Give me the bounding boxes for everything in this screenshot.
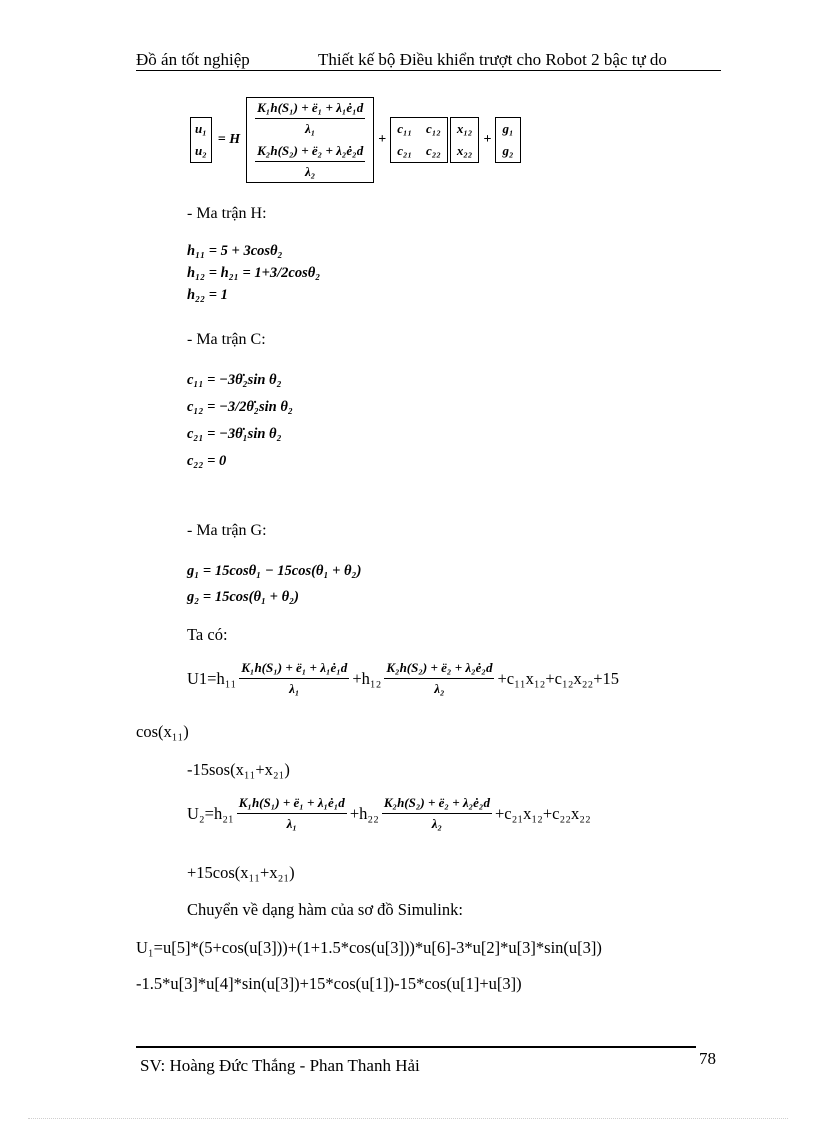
u2-mid: +h₂₂ [349,803,379,823]
page-edge-divider [28,1118,788,1119]
u1-fraction-1 [239,660,349,697]
simulink-line-1: U₁=u[5]*(5+cos(u[3]))+(1+1.5*cos(u[3]))*u[6]-3*u[2]*u[3]*sin(u[3]) [136,938,602,957]
u1-cell: u₁ [195,121,207,136]
u1-continuation-2: -15sos(x₁₁+x₂₁) [187,760,290,779]
equals-h: = H [217,132,241,147]
u1-prefix: U1=h₁₁ [187,668,237,688]
u1-fraction-2-denominator: λ₂ [434,681,445,696]
footer-authors: SV: Hoàng Đức Thắng - Phan Thanh Hải [140,1056,420,1075]
u-vector [190,117,212,163]
fraction-2 [255,143,365,180]
g1-equation: g₁ = 15cosθ₁ − 15cos(θ₁ + θ₂) [187,563,362,579]
c22-cell: c₂₂ [426,143,441,158]
fraction-1-numerator: K₁h(S₁) + ë₁ + λ₁ė₁d [255,100,365,119]
page-number: 78 [699,1049,716,1068]
header-right: Thiết kế bộ Điều khiển trượt cho Robot 2 bậc tự do [318,50,667,69]
c21-cell: c₂₁ [397,143,413,158]
g2-cell: g₂ [502,143,514,158]
g2-equation: g₂ = 15cos(θ₁ + θ₂) [187,589,299,605]
u1-equation [187,660,619,697]
simulink-line-2: -1.5*u[3]*u[4]*sin(u[3])+15*cos(u[1])-15*cos(u[1]+u[3]) [136,974,522,993]
matrix-h-label: - Ma trận H: [187,205,267,222]
header-left: Đồ án tốt nghiệp [136,50,250,69]
u2-equation [187,795,591,832]
u2-fraction-2 [382,795,492,832]
matrix-g-equations [187,558,361,610]
u2-cell: u₂ [195,143,207,158]
g1-cell: g₁ [502,121,514,136]
u1-fraction-2 [384,660,494,697]
u2-prefix: U₂=h₂₁ [187,803,234,823]
c21-equation: c₂₁ = −3θ̇₁sin θ₂ [187,426,282,442]
h11-equation: h₁₁ = 5 + 3cosθ₂ [187,243,283,259]
h12-equation: h₁₂ = h₂₁ = 1+3/2cosθ₂ [187,265,321,281]
matrix-c-equations [187,367,293,475]
ta-co-text: Ta có: [187,625,228,644]
u2-suffix: +c₂₁x₁₂+c₂₂x₂₂ [494,803,591,823]
u2-continuation: +15cos(x₁₁+x₂₁) [187,863,295,882]
fraction-1 [255,100,365,137]
c11-equation: c₁₁ = −3θ̇₂sin θ₂ [187,372,282,388]
x22-cell: x₂₂ [456,143,473,158]
footer-rule [136,1046,696,1048]
matrix-h-equations [187,240,320,306]
fraction-vector [246,97,374,183]
fraction-2-denominator: λ₂ [305,164,316,179]
c22-equation: c₂₂ = 0 [187,453,227,469]
plus-sign: + [378,132,387,147]
fraction-2-numerator: K₂h(S₂) + ë₂ + λ₂ė₂d [255,143,365,162]
u1-continuation-1: cos(x₁₁) [136,722,189,741]
c12-equation: c₁₂ = −3/2θ̇₂sin θ₂ [187,399,293,415]
u1-fraction-1-denominator: λ₁ [289,681,300,696]
g-vector [495,117,520,163]
c12-cell: c₁₂ [426,121,441,136]
c11-cell: c₁₁ [397,121,413,136]
u1-fraction-2-numerator: K₂h(S₂) + ë₂ + λ₂ė₂d [384,660,494,679]
header-rule [136,70,721,71]
matrix-equation [190,94,521,186]
u1-mid: +h₁₂ [352,668,382,688]
h22-equation: h₂₂ = 1 [187,287,228,303]
matrix-c-label: - Ma trận C: [187,331,266,348]
plus-sign-2: + [483,132,492,147]
fraction-1-denominator: λ₁ [305,121,316,136]
u1-fraction-1-numerator: K₁h(S₁) + ë₁ + λ₁ė₁d [239,660,349,679]
u2-fraction-1 [237,795,347,832]
u1-suffix: +c₁₁x₁₂+c₁₂x₂₂+15 [497,668,620,688]
x-vector [450,117,480,163]
simulink-intro: Chuyển về dạng hàm của sơ đồ Simulink: [187,900,463,919]
u2-fraction-1-numerator: K₁h(S₁) + ë₁ + λ₁ė₁d [237,795,347,814]
c-matrix [390,117,448,163]
x12-cell: x₁₂ [456,121,473,136]
u2-fraction-2-numerator: K₂h(S₂) + ë₂ + λ₂ė₂d [382,795,492,814]
u2-fraction-1-denominator: λ₁ [286,816,297,831]
u2-fraction-2-denominator: λ₂ [431,816,443,831]
matrix-g-label: - Ma trận G: [187,522,267,539]
